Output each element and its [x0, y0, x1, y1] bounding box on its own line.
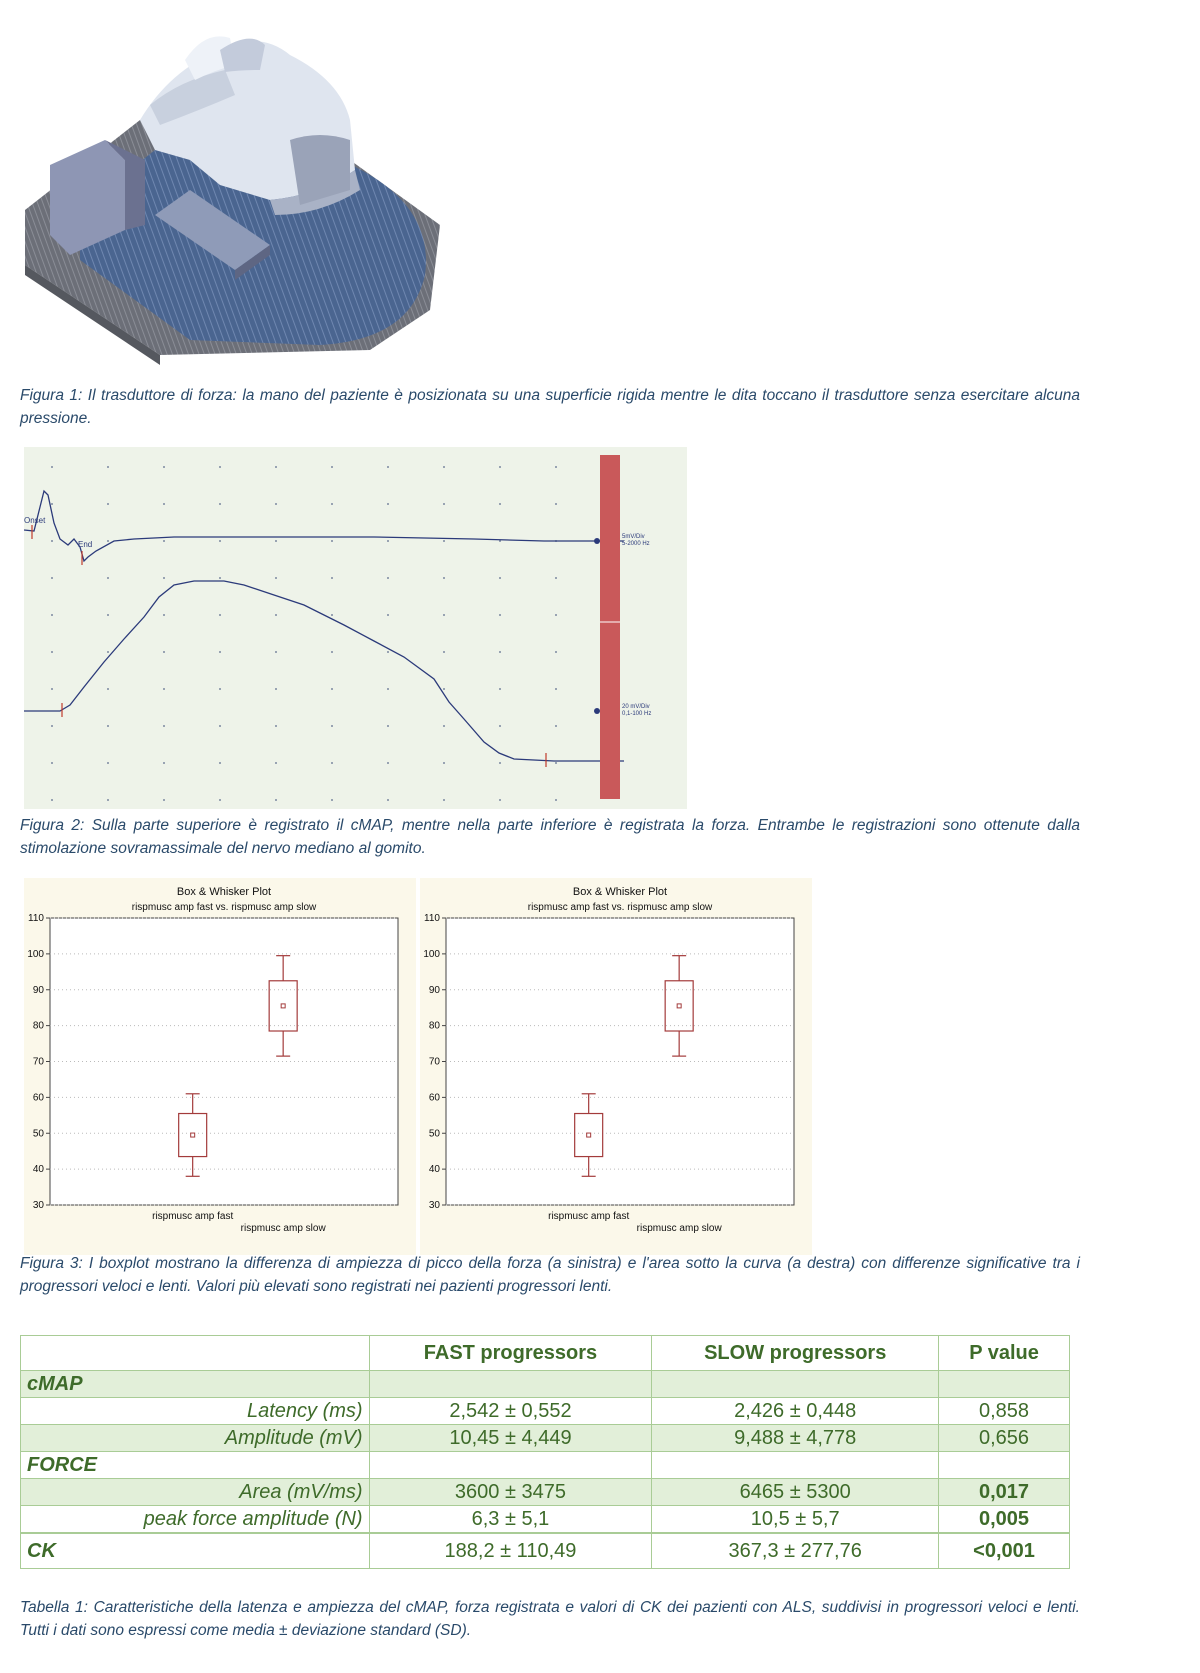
boxplot-left — [24, 878, 416, 1255]
table-row-label: CK — [21, 1533, 370, 1569]
table-cell — [652, 1452, 939, 1479]
table-row-label: cMAP — [21, 1371, 370, 1398]
table-cell — [652, 1371, 939, 1398]
y-tick-label: 100 — [423, 948, 440, 960]
table-header-cell — [21, 1336, 370, 1371]
table-row — [21, 1425, 1070, 1452]
table-caption: Tabella 1: Caratteristiche della latenza e ampiezza del cMAP, forza registrata e valori di CK dei pazienti con ALS, suddivisi in progressori veloci e lenti. Tutti i dati sono espressi come media ± deviazione standard (SD). — [20, 1599, 1080, 1639]
svg-text:Onset: Onset — [24, 516, 46, 525]
y-tick-label: 90 — [428, 984, 440, 996]
table-cell: <0,001 — [939, 1533, 1070, 1569]
table-cell: 0,656 — [939, 1425, 1070, 1452]
table-row-label: peak force amplitude (N) — [21, 1506, 370, 1534]
table-cell — [369, 1371, 652, 1398]
table-cell — [369, 1452, 652, 1479]
y-tick-label: 100 — [27, 948, 44, 960]
table-cell: 6465 ± 5300 — [652, 1479, 939, 1506]
x-category-label: rispmusc amp fast — [152, 1211, 234, 1222]
table-row-label: Area (mV/ms) — [21, 1479, 370, 1506]
boxplot-title: Box & Whisker Plot — [572, 886, 668, 898]
table-row — [21, 1398, 1070, 1425]
figure2-recording — [24, 447, 687, 809]
table-cell — [939, 1371, 1070, 1398]
recording-sidebar — [600, 455, 620, 799]
y-tick-label: 80 — [428, 1020, 440, 1032]
figure1-image — [20, 10, 460, 365]
table-row-label: Amplitude (mV) — [21, 1425, 370, 1452]
y-tick-label: 40 — [428, 1164, 440, 1176]
boxplot-subtitle: rispmusc amp fast vs. rispmusc amp slow — [527, 902, 713, 913]
figure3-caption: Figura 3: I boxplot mostrano la differenza di ampiezza di picco della forza (a sinistra) e l'area sotto la curva (a destra) con differenze significative tra i progressori veloci e lenti. Valori più elevati sono registrati nei pazienti progressori lenti. — [20, 1255, 1080, 1295]
x-category-label: rispmusc amp slow — [240, 1223, 326, 1234]
channel2-filter: 0,1-100 Hz — [622, 711, 652, 717]
y-tick-label: 70 — [428, 1056, 440, 1068]
x-category-label: rispmusc amp fast — [548, 1211, 630, 1222]
channel1-dot — [594, 538, 600, 544]
table-header-cell: FAST progressors — [369, 1336, 652, 1371]
table-cell: 2,426 ± 0,448 — [652, 1398, 939, 1425]
figure1-caption: Figura 1: Il trasduttore di forza: la mano del paziente è posizionata su una superficie rigida mentre le dita toccano il trasduttore senza esercitare alcuna pressione. — [20, 387, 1080, 427]
table-row — [21, 1371, 1070, 1398]
table-cell: 367,3 ± 277,76 — [652, 1533, 939, 1569]
y-tick-label: 110 — [28, 913, 44, 924]
channel2-scale: 20 mV/Div — [622, 704, 650, 710]
results-table — [20, 1335, 1070, 1569]
table-row-label: Latency (ms) — [21, 1398, 370, 1425]
y-tick-label: 110 — [424, 913, 440, 924]
table-header-cell: P value — [939, 1336, 1070, 1371]
table-cell: 10,5 ± 5,7 — [652, 1506, 939, 1534]
y-tick-label: 30 — [32, 1200, 44, 1211]
y-tick-label: 70 — [32, 1056, 44, 1068]
table-row — [21, 1452, 1070, 1479]
table-row-label: FORCE — [21, 1452, 370, 1479]
boxplot-right — [420, 878, 812, 1255]
y-tick-label: 50 — [428, 1128, 440, 1140]
table-row — [21, 1533, 1070, 1569]
channel2-dot — [594, 708, 600, 714]
table-row — [21, 1506, 1070, 1534]
table-cell: 2,542 ± 0,552 — [369, 1398, 652, 1425]
table-cell: 6,3 ± 5,1 — [369, 1506, 652, 1534]
table-cell: 188,2 ± 110,49 — [369, 1533, 652, 1569]
y-tick-label: 80 — [32, 1020, 44, 1032]
y-tick-label: 90 — [32, 984, 44, 996]
table-cell: 0,858 — [939, 1398, 1070, 1425]
y-tick-label: 50 — [32, 1128, 44, 1140]
boxplot-subtitle: rispmusc amp fast vs. rispmusc amp slow — [131, 902, 317, 913]
table-cell — [939, 1452, 1070, 1479]
table-cell: 3600 ± 3475 — [369, 1479, 652, 1506]
svg-text:End: End — [78, 540, 93, 549]
table-cell: 0,005 — [939, 1506, 1070, 1534]
figure2-caption: Figura 2: Sulla parte superiore è registrato il cMAP, mentre nella parte inferiore è registrata la forza. Entrambe le registrazioni sono ottenute dalla stimolazione sovramassimale del nervo mediano al gomito. — [20, 817, 1080, 857]
x-category-label: rispmusc amp slow — [636, 1223, 722, 1234]
table-cell: 10,45 ± 4,449 — [369, 1425, 652, 1452]
table-cell: 9,488 ± 4,778 — [652, 1425, 939, 1452]
y-tick-label: 60 — [32, 1092, 44, 1104]
table-header-row — [21, 1336, 1070, 1371]
boxplot-title: Box & Whisker Plot — [176, 886, 272, 898]
y-tick-label: 60 — [428, 1092, 440, 1104]
table-header-cell: SLOW progressors — [652, 1336, 939, 1371]
channel1-filter: 5-2000 Hz — [622, 541, 650, 547]
channel1-scale: 5mV/Div — [622, 534, 645, 540]
table-row — [21, 1479, 1070, 1506]
y-tick-label: 40 — [32, 1164, 44, 1176]
table-cell: 0,017 — [939, 1479, 1070, 1506]
y-tick-label: 30 — [428, 1200, 440, 1211]
